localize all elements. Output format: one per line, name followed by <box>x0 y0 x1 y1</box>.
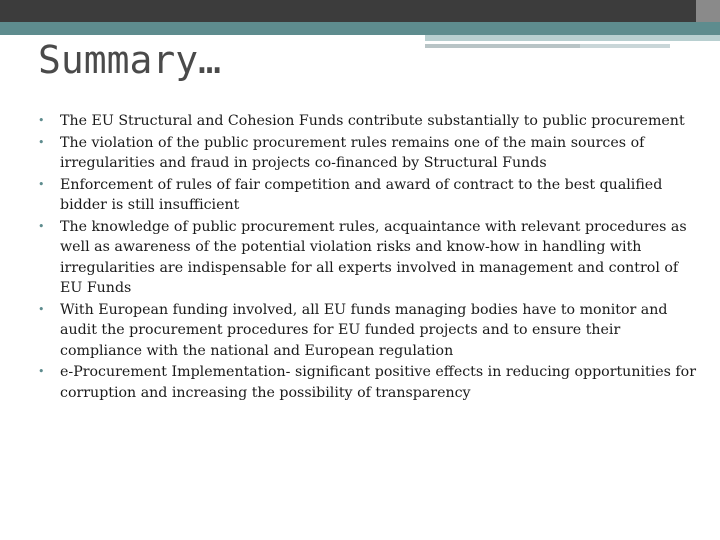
bullet-dot-icon: • <box>38 114 45 127</box>
bullet-text: The violation of the public procurement rules remains one of the main sources of irregularities and fraud in projects co-financed by Structural Funds <box>60 134 645 171</box>
header-band-teal <box>0 22 720 35</box>
header-accent-line <box>580 44 670 48</box>
bullet-item <box>38 217 698 299</box>
bullet-list <box>38 111 698 404</box>
bullet-item <box>38 300 698 362</box>
bullet-item <box>38 175 698 216</box>
bullet-dot-icon: • <box>38 302 45 316</box>
bullet-text: e-Procurement Implementation- significant positive effects in reducing opportunities for corruption and increasing the possibility of transparency <box>60 364 696 401</box>
slide-title: Summary… <box>38 38 222 82</box>
header-accent-line <box>425 35 720 41</box>
bullet-dot-icon: • <box>38 135 45 149</box>
bullet-dot-icon: • <box>38 177 45 191</box>
bullet-text: The EU Structural and Cohesion Funds contribute substantially to public procurement <box>60 113 685 129</box>
bullet-dot-icon: • <box>38 365 45 378</box>
header-band-corner <box>696 0 720 22</box>
header-band-dark <box>0 0 720 22</box>
bullet-dot-icon: • <box>38 219 45 233</box>
bullet-text: With European funding involved, all EU funds managing bodies have to monitor and audit the procurement procedures for EU funded projects and to ensure their compliance with the national and European regulation <box>60 301 668 359</box>
bullet-item <box>38 111 698 132</box>
bullet-item <box>38 133 698 174</box>
header-accent-line <box>425 44 580 48</box>
bullet-item <box>38 362 698 403</box>
bullet-text: The knowledge of public procurement rules, acquaintance with relevant procedures as well as awareness of the potential violation risks and know-how in handling with irregularities are indispensable for all experts involved in management and control of EU Funds <box>60 218 687 296</box>
bullet-text: Enforcement of rules of fair competition and award of contract to the best qualified bidder is still insufficient <box>60 176 663 213</box>
